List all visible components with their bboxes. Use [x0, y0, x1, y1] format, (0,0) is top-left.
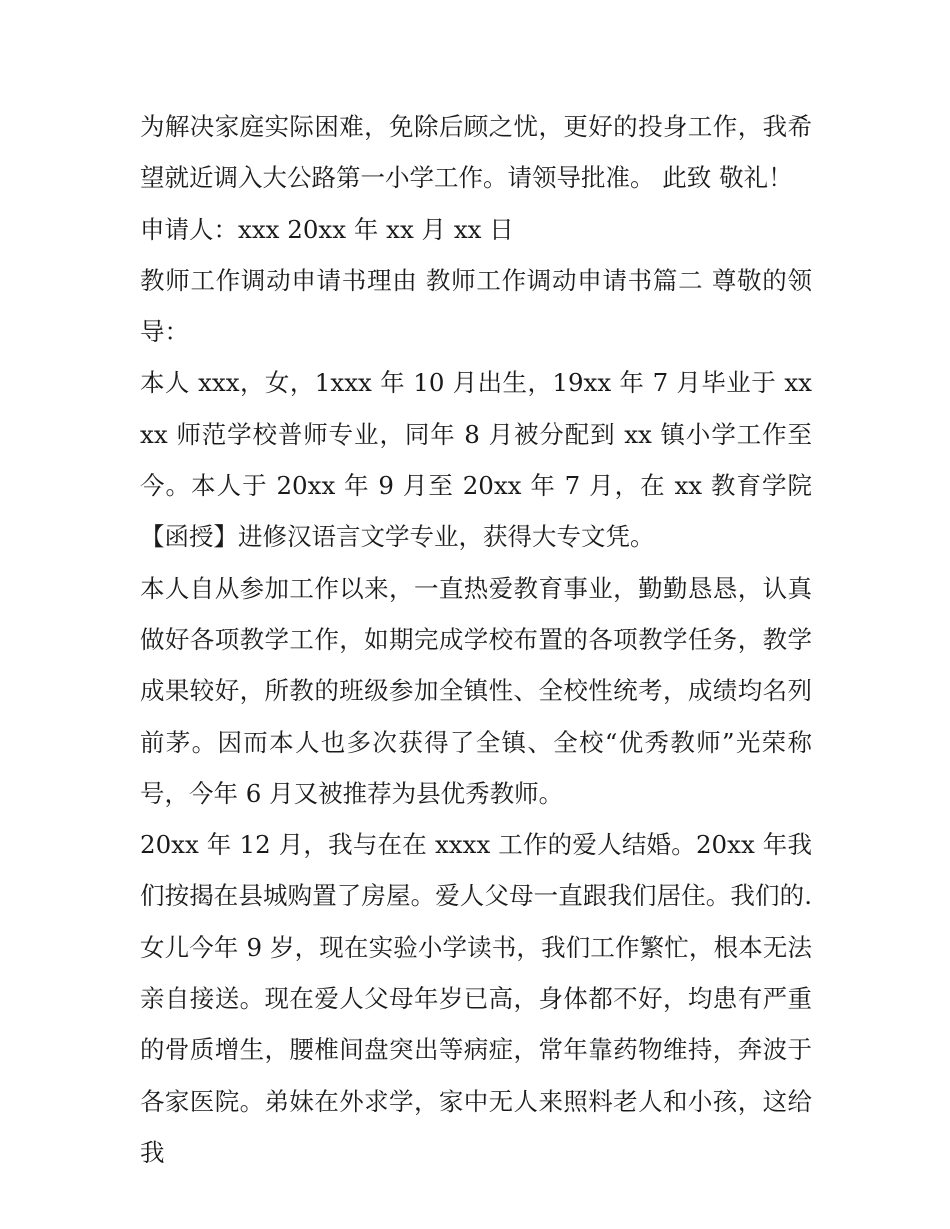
- paragraph-section-heading: 教师工作调动申请书理由 教师工作调动申请书篇二 尊敬的领导：: [140, 265, 812, 347]
- document-body: [140, 101, 812, 1178]
- paragraph-family-situation: 20xx 年 12 月，我与在在 xxxx 工作的爱人结婚。20xx 年我们按揭在县城购置了房屋。爱人父母一直跟我们居住。我们的.女儿今年 9 岁，现在实验小学读书，我们工作繁忙，根本无法亲自接送。现在爱人父母年岁已高，身体都不好，均患有严重的骨质增生，腰椎间盘突出等病症，常年靠药物维持，奔波于各家医院。弟妹在外求学，家中无人来照料老人和小孩，这给我: [140, 830, 812, 1167]
- paragraph-closing-request: 为解决家庭实际困难，免除后顾之忧，更好的投身工作，我希望就近调入大公路第一小学工作。请领导批准。 此致 敬礼！: [140, 112, 812, 193]
- paragraph-personal-info: 本人 xxx，女，1xxx 年 10 月出生，19xx 年 7 月毕业于 xxxx 师范学校普师专业，同年 8 月被分配到 xx 镇小学工作至今。本人于 20xx 年 9 月至 20xx 年 7 月，在 xx 教育学院【函授】进修汉语言文学专业，获得大专文凭。: [140, 368, 812, 552]
- paragraph-applicant-signature: 申请人：xxx 20xx 年 xx 月 xx 日: [140, 214, 514, 244]
- paragraph-work-record: 本人自从参加工作以来，一直热爱教育事业，勤勤恳恳，认真做好各项教学工作，如期完成学校布置的各项教学任务，教学成果较好，所教的班级参加全镇性、全校性统考，成绩均名列前茅。因而本人也多次获得了全镇、全校“优秀教师”光荣称号，今年 6 月又被推荐为县优秀教师。: [140, 573, 812, 808]
